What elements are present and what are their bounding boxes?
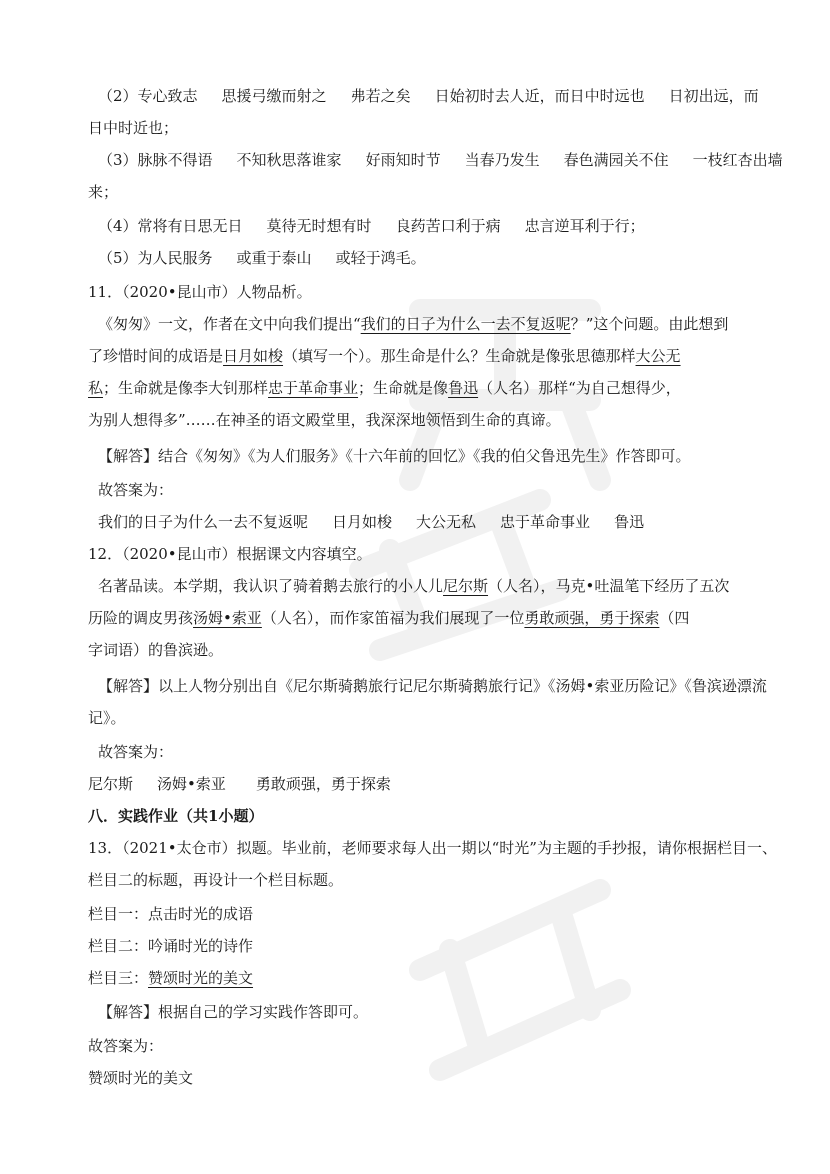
text-segment: ？”这个问题。由此想到 [570, 315, 729, 333]
text-line [98, 86, 759, 106]
text-line: 日中时近也； [88, 119, 179, 137]
answer-blank: 赞颂时光的美文 [148, 969, 254, 987]
text-line: 为别人想得多”……在神圣的语文殿堂里，我深深地领悟到生命的真谛。 [88, 411, 561, 429]
text-segment: 或重于泰山 [236, 249, 312, 267]
text-segment: （人名）那样“为自己想得少， [478, 379, 681, 397]
text-line [98, 248, 426, 268]
answer-blank: 日月如梭 [223, 347, 284, 365]
text-segment: 了珍惜时间的成语是 [88, 347, 224, 365]
text-segment: （人名），而作家笛福为我们展现了一位 [261, 609, 525, 627]
text-segment: 一枝红杏出墙 [692, 151, 783, 169]
text-segment: （3）脉脉不得语 [98, 151, 213, 169]
text-line [98, 150, 783, 170]
text-segment: （5）为人民服务 [98, 249, 213, 267]
text-segment: 忠于革命事业 [500, 513, 591, 531]
text-segment: 当春乃发生 [464, 151, 540, 169]
answer-label: 故答案为： [98, 743, 174, 761]
text-segment: 我们的日子为什么一去不复返呢 [98, 513, 309, 531]
text-segment: 好雨知时节 [365, 151, 441, 169]
question-12-heading: 12．（2020•昆山市）根据课文内容填空。 [88, 545, 372, 563]
text-segment: 尼尔斯 [88, 775, 134, 793]
text-segment: （4）常将有日思无日 [98, 217, 243, 235]
column-two: 栏目二：吟诵时光的诗作 [88, 937, 254, 955]
answer-blank: 勇敢顽强，勇于探索 [524, 609, 660, 627]
column-three [88, 968, 253, 988]
text-segment: 春色满园关不住 [563, 151, 669, 169]
answer-blank: 尼尔斯 [443, 577, 489, 595]
answer-blank: 鲁迅 [448, 379, 479, 397]
text-segment: （2）专心致志 [98, 87, 198, 105]
answer-explanation: 【解答】以上人物分别出自《尼尔斯骑鹅旅行记尼尔斯骑鹅旅行记》《汤姆•索亚历险记》《鲁滨逊漂流 [98, 677, 767, 695]
text-segment: 思援弓缴而射之 [221, 87, 327, 105]
text-segment: 或轻于鸿毛。 [335, 249, 426, 267]
text-segment: 不知秋思落谁家 [236, 151, 342, 169]
text-line: 栏目二的标题，再设计一个栏目标题。 [88, 871, 344, 889]
text-segment: 《匆匆》一文，作者在文中向我们提出“ [98, 315, 361, 333]
text-segment: （人名），马克•吐温笔下经历了五次 [488, 577, 730, 595]
text-segment: 勇敢顽强，勇于探索 [255, 775, 391, 793]
answer-result [98, 512, 644, 532]
text-line [88, 346, 681, 366]
text-segment: ；生命就是像李大钊那样 [103, 379, 269, 397]
text-segment: （填写一个）。那生命是什么？生命就是像张思德那样 [283, 347, 636, 365]
answer-explanation: 【解答】根据自己的学习实践作答即可。 [98, 1003, 369, 1021]
answer-result: 赞颂时光的美文 [88, 1069, 194, 1087]
text-line [98, 216, 645, 236]
text-segment: 良药苦口利于病 [395, 217, 501, 235]
question-11-heading: 11．（2020•昆山市）人物品析。 [88, 283, 312, 301]
text-line [88, 378, 681, 398]
text-segment: 弗若之矣 [350, 87, 411, 105]
text-segment: 历险的调皮男孩 [88, 609, 194, 627]
answer-blank: 我们的日子为什么一去不复返呢 [360, 315, 571, 333]
answer-blank: 大公无 [635, 347, 681, 365]
text-segment: 栏目三： [88, 969, 149, 987]
text-segment: 莫待无时想有时 [266, 217, 372, 235]
answer-label: 故答案为： [88, 1037, 164, 1055]
answer-explanation: 记》。 [88, 709, 126, 727]
text-segment: 大公无私 [416, 513, 477, 531]
text-line [88, 608, 689, 628]
text-segment: 忠言逆耳利于行； [524, 217, 645, 235]
text-segment: 汤姆•索亚 [157, 775, 226, 793]
text-segment: 鲁迅 [614, 513, 645, 531]
answer-blank: 忠于革命事业 [268, 379, 359, 397]
text-segment: （四 [659, 609, 690, 627]
text-segment: ；生命就是像 [358, 379, 449, 397]
text-line [98, 576, 729, 596]
text-segment: 日初出远，而 [668, 87, 759, 105]
text-segment: 日始初时去人近，而日中时远也 [434, 87, 645, 105]
answer-label: 故答案为： [98, 481, 174, 499]
answer-result [88, 774, 391, 794]
question-13-heading: 13．（2021•太仓市）拟题。毕业前，老师要求每人出一期以“时光”为主题的手抄报，请你根据栏目一、 [88, 839, 777, 857]
text-line: 来； [88, 183, 119, 201]
text-segment: 名著品读。本学期，我认识了骑着鹅去旅行的小人儿 [98, 577, 444, 595]
text-line: 字词语）的鲁滨逊。 [88, 641, 224, 659]
section-heading: 八．实践作业（共1小题） [88, 807, 264, 825]
answer-blank: 汤姆•索亚 [193, 609, 262, 627]
text-segment: 日月如梭 [332, 513, 393, 531]
answer-explanation: 【解答】结合《匆匆》《为人们服务》《十六年前的回忆》《我的伯父鲁迅先生》作答即可。 [98, 447, 691, 465]
column-one: 栏目一：点击时光的成语 [88, 905, 254, 923]
text-line [98, 314, 728, 334]
answer-blank: 私 [88, 379, 104, 397]
